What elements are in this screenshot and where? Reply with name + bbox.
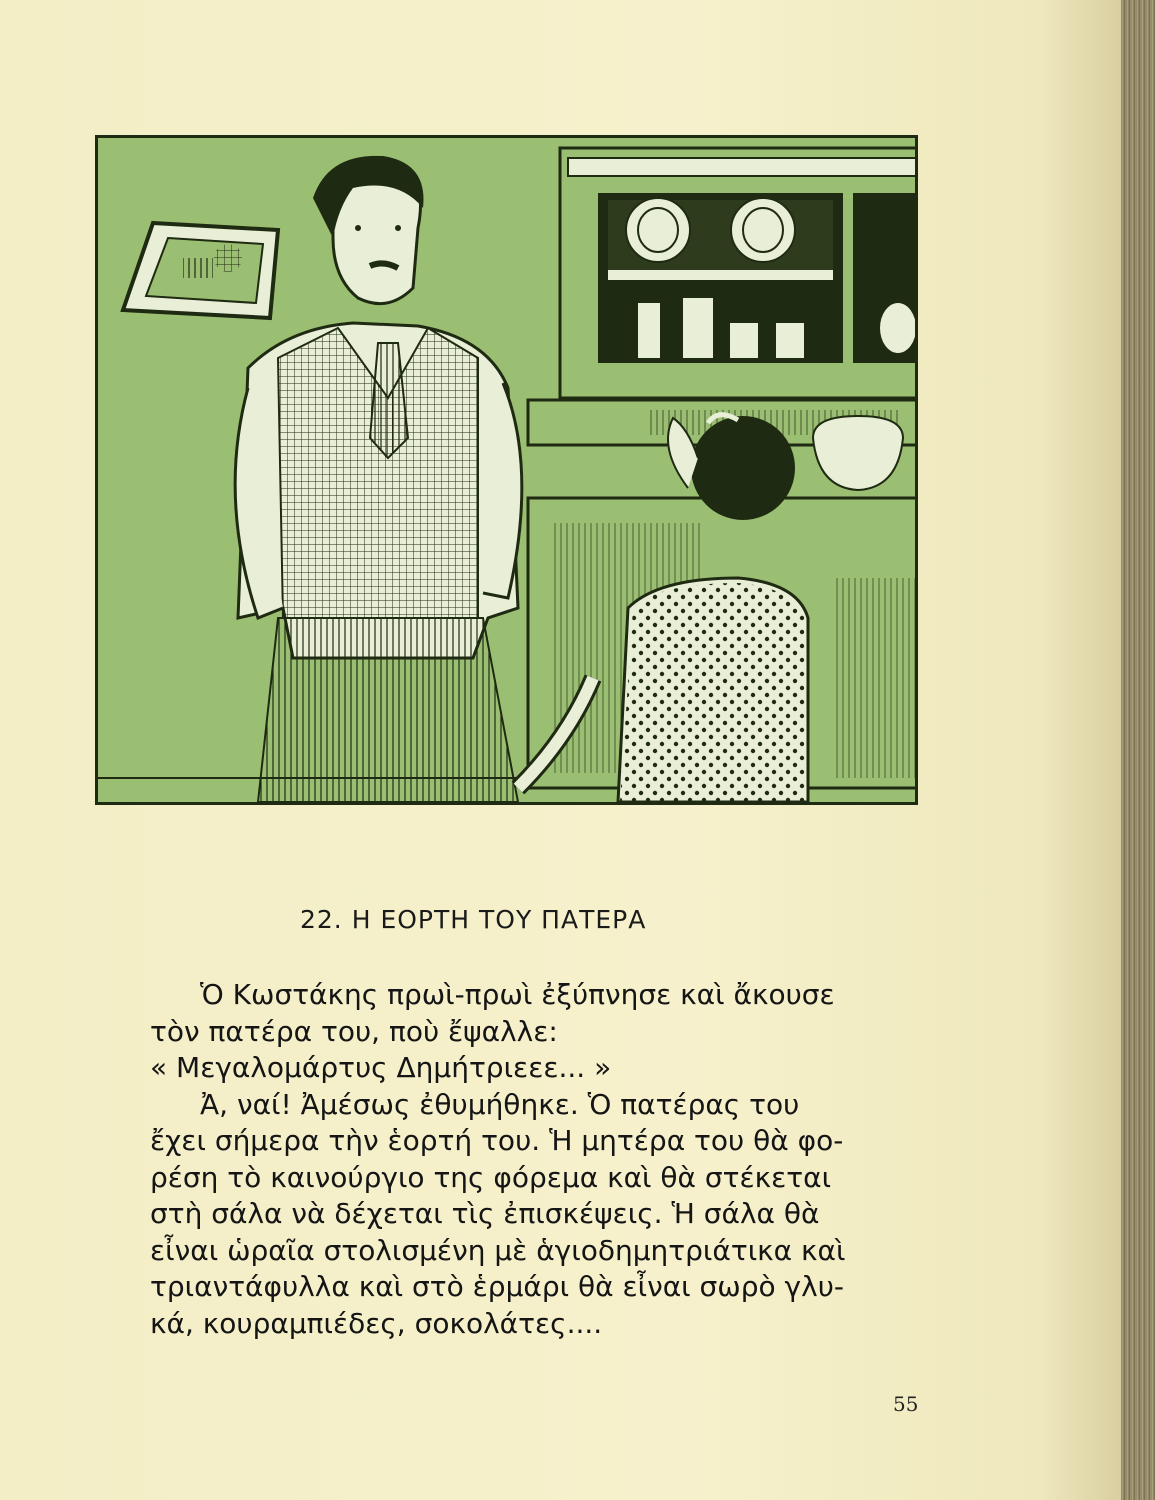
text-line: Ἀ, ναί! Ἀμέσως ἐθυμήθηκε. Ὁ πατέρας του (200, 1087, 800, 1121)
text-line: « Μεγαλομάρτυς Δημήτριεεε... » (150, 1051, 612, 1084)
page-edge-stack (1121, 0, 1155, 1500)
text-line: τριαντάφυλλα καὶ στὸ ἑρμάρι θὰ εἶναι σωρὸ γλυ- (150, 1270, 844, 1303)
text-line: ρέση τὸ καινούργιο της φόρεμα καὶ θὰ στέκεται (150, 1160, 832, 1194)
chapter-title: 22. Η ΕΟΡΤΗ ΤΟΥ ΠΑΤΕΡΑ (300, 905, 647, 934)
wall-picture (123, 223, 278, 318)
text-line: τὸν πατέρα του, ποὺ ἔψαλλε: (150, 1014, 558, 1048)
text-line: Ὁ Κωστάκης πρωὶ-πρωὶ ἐξύπνησε καὶ ἄκουσε (200, 978, 835, 1011)
text-line: ἔχει σήμερα τὴν ἑορτή του. Ἡ μητέρα του θὰ φο- (150, 1124, 844, 1157)
text-line: στὴ σάλα νὰ δέχεται τὶς ἐπισκέψεις. Ἡ σάλα θὰ (150, 1197, 820, 1230)
illustration-father-and-daughter (95, 135, 918, 805)
page-number: 55 (893, 1392, 919, 1416)
body-text (150, 977, 930, 1342)
text-line: εἶναι ὡραῖα στολισμένη μὲ ἁγιοδημητριάτικα καὶ (150, 1233, 846, 1267)
illustration-drawing (98, 138, 915, 802)
text-line: κά, κουραμπιέδες, σοκολάτες.... (150, 1306, 603, 1340)
